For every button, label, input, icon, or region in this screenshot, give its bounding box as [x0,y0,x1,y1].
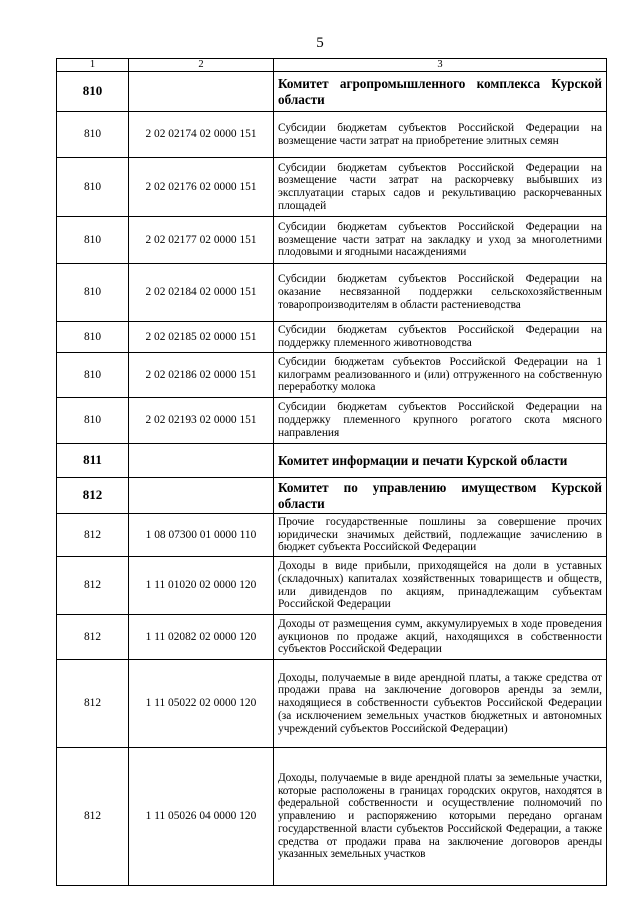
description-cell: Субсидии бюджетам субъектов Российской Федерации на 1 килограмм реализованного и (или) отгруженного на собственную переработку молока [274,353,607,398]
section-title-cell: Комитет по управлению имуществом Курской области [274,478,607,514]
description-cell: Субсидии бюджетам субъектов Российской Федерации на поддержку племенного крупного рогатого скота мясного направления [274,398,607,444]
description-cell: Прочие государственные пошлины за совершение прочих юридически значимых действий, подлежащие зачислению в бюджет субъекта Российской Федерации [274,514,607,557]
revenue-code-cell: 2 02 02174 02 0000 151 [129,112,274,158]
revenue-code-cell: 1 11 01020 02 0000 120 [129,557,274,615]
header-col-1: 1 [57,59,129,72]
admin-code-cell: 810 [57,217,129,264]
revenue-code-cell: 1 11 05026 04 0000 120 [129,748,274,886]
description-cell: Субсидии бюджетам субъектов Российской Федерации на поддержку племенного животноводства [274,322,607,353]
admin-code-cell: 812 [57,557,129,615]
table-row [57,158,607,217]
revenue-code-cell: 2 02 02186 02 0000 151 [129,353,274,398]
description-cell: Субсидии бюджетам субъектов Российской Федерации на возмещение части затрат на приобретение элитных семян [274,112,607,158]
table-row [57,615,607,660]
description-cell: Субсидии бюджетам субъектов Российской Федерации на возмещение части затрат на раскорчевку выбывших из эксплуатации старых садов и рекультивацию раскорчеванных площадей [274,158,607,217]
header-col-3: 3 [274,59,607,72]
section-title-cell: Комитет агропромышленного комплекса Курской области [274,72,607,112]
revenue-code-cell: 2 02 02184 02 0000 151 [129,264,274,322]
revenue-code-cell: 2 02 02185 02 0000 151 [129,322,274,353]
table-row [57,748,607,886]
description-cell: Субсидии бюджетам субъектов Российской Федерации на оказание несвязанной поддержки сельскохозяйственным товаропроизводителям в области растениеводства [274,264,607,322]
table-row [57,112,607,158]
admin-code-cell: 810 [57,353,129,398]
section-row [57,444,607,478]
header-col-2: 2 [129,59,274,72]
admin-code-cell: 810 [57,158,129,217]
description-cell: Доходы от размещения сумм, аккумулируемых в ходе проведения аукционов по продаже акций, находящихся в собственности субъектов Российской Федерации [274,615,607,660]
table-row [57,514,607,557]
admin-code-cell: 811 [57,444,129,478]
page-number: 5 [316,35,324,51]
table-row [57,353,607,398]
table-row [57,322,607,353]
admin-code-cell: 812 [57,748,129,886]
revenue-code-cell: 1 08 07300 01 0000 110 [129,514,274,557]
revenue-code-cell: 1 11 05022 02 0000 120 [129,660,274,748]
admin-code-cell: 810 [57,112,129,158]
description-cell: Доходы в виде прибыли, приходящейся на доли в уставных (складочных) капиталах хозяйственных товариществ и обществ, или дивидендов по акциям, принадлежащим субъектам Российской Федерации [274,557,607,615]
admin-code-cell: 812 [57,660,129,748]
admin-code-cell: 810 [57,398,129,444]
revenue-code-cell: 2 02 02176 02 0000 151 [129,158,274,217]
section-title-cell: Комитет информации и печати Курской области [274,444,607,478]
admin-code-cell: 812 [57,478,129,514]
admin-code-cell: 812 [57,615,129,660]
revenue-code-cell [129,444,274,478]
table-row [57,660,607,748]
admin-code-cell: 810 [57,322,129,353]
revenue-code-cell: 1 11 02082 02 0000 120 [129,615,274,660]
section-row [57,72,607,112]
table-header-row [57,59,607,72]
table-row [57,557,607,615]
table-row [57,264,607,322]
table-row [57,398,607,444]
table-row [57,217,607,264]
revenue-code-cell [129,478,274,514]
revenue-classification-table [56,58,607,886]
description-cell: Доходы, получаемые в виде арендной платы за земельные участки, которые расположены в границах городских округов, находятся в федеральной собственности и осуществление полномочий по управлению и распоряжению которыми передано органам государственной власти субъектов Российской Федерации, а также средства от продажи права на заключение договоров аренды указанных земельных участков [274,748,607,886]
section-row [57,478,607,514]
revenue-code-cell: 2 02 02177 02 0000 151 [129,217,274,264]
revenue-code-cell: 2 02 02193 02 0000 151 [129,398,274,444]
admin-code-cell: 810 [57,264,129,322]
revenue-code-cell [129,72,274,112]
admin-code-cell: 812 [57,514,129,557]
admin-code-cell: 810 [57,72,129,112]
description-cell: Доходы, получаемые в виде арендной платы, а также средства от продажи права на заключение договоров аренды за земли, находящиеся в собственности субъектов Российской Федерации (за исключением земельных участков бюджетных и автономных учреждений субъектов Российской Федерации) [274,660,607,748]
description-cell: Субсидии бюджетам субъектов Российской Федерации на возмещение части затрат на закладку и уход за многолетними плодовыми и ягодными насаждениями [274,217,607,264]
